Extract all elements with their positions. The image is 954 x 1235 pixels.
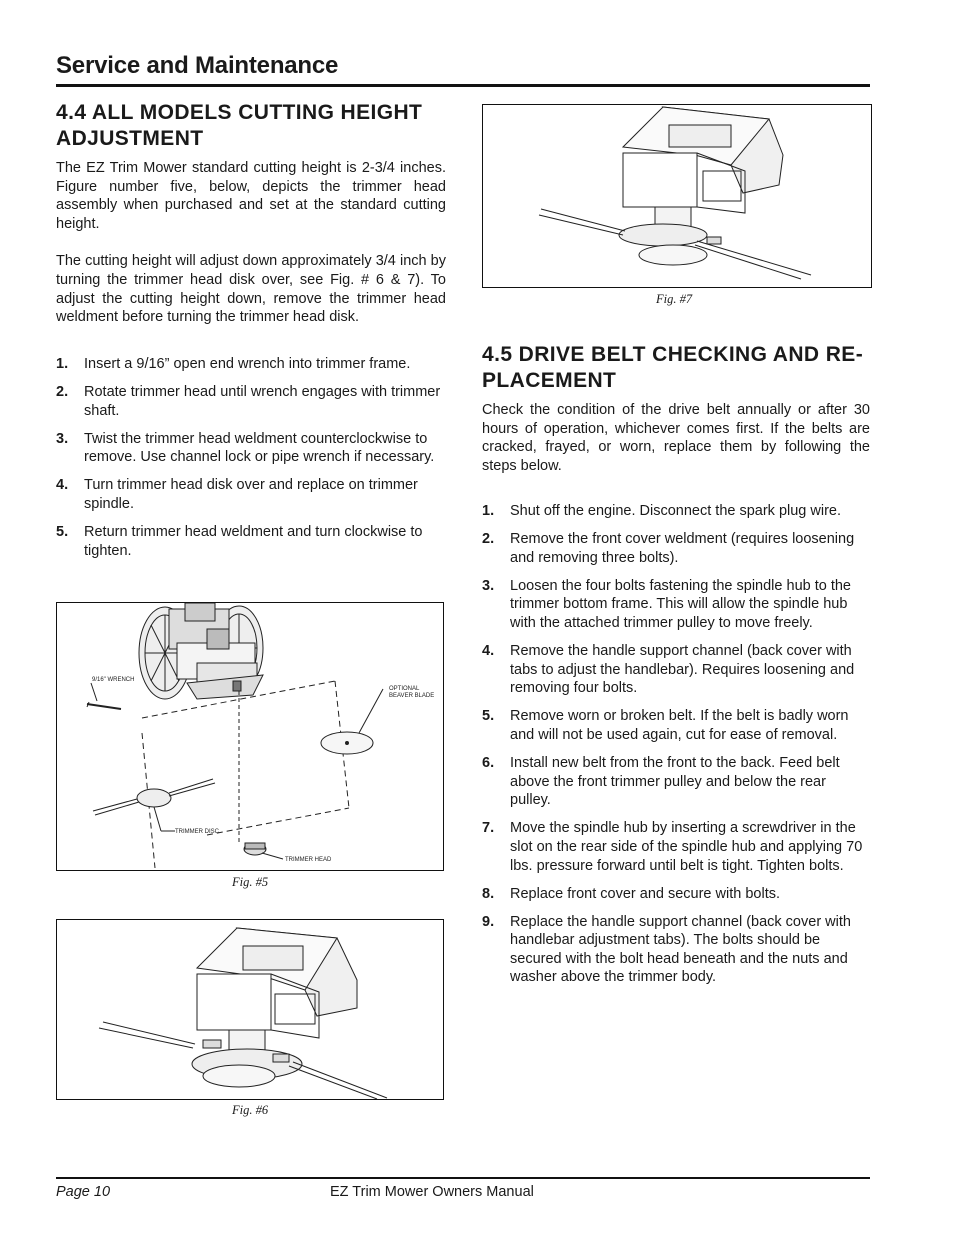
- manual-title: EZ Trim Mower Owners Manual: [330, 1184, 534, 1200]
- section-4-4-para1: The EZ Trim Mower standard cutting height is 2-3/4 inches. Figure number five, below, depicts the trimmer head assembly when purchased and set at the standard cutting height.: [56, 160, 446, 232]
- list-item: [56, 383, 444, 420]
- section-4-4-para2: The cutting height will adjust down approximately 3/4 inch by turning the trimmer head disk over, see Fig. # 6 & 7). To adjust the cutting height down, remove the trimmer head weldment before turning the trimmer head disk.: [56, 253, 446, 326]
- figure-7-drawing: [483, 105, 871, 287]
- step-text: Replace front cover and secure with bolts.: [510, 885, 780, 902]
- footer-rule: [56, 1177, 870, 1179]
- step-text: Loosen the four bolts fastening the spindle hub to the trimmer bottom frame. This will allow the spindle hub with the attached trimmer pulley to move freely.: [510, 577, 851, 631]
- list-item: [482, 913, 870, 987]
- label-blade-line1: OPTIONAL: [389, 686, 420, 692]
- section-4-4-heading: [56, 100, 446, 152]
- list-item: [482, 577, 870, 633]
- step-number: 7.: [482, 820, 495, 837]
- step-number: 2.: [56, 384, 69, 401]
- figure-5: [56, 602, 444, 871]
- section-4-5-heading-line2: PLACEMENT: [482, 369, 617, 392]
- list-item: [482, 819, 870, 875]
- header-rule: [56, 84, 870, 87]
- section-4-4-steps: [56, 355, 444, 570]
- list-item: [482, 885, 870, 904]
- step-text: Return trimmer head weldment and turn clockwise to tighten.: [84, 524, 423, 559]
- section-4-4-heading-line2: ADJUSTMENT: [56, 127, 204, 150]
- step-text: Insert a 9/16” open end wrench into trimmer frame.: [84, 356, 411, 372]
- page-number: Page 10: [56, 1184, 111, 1200]
- label-blade-line2: BEAVER BLADE: [389, 693, 435, 699]
- step-text: Install new belt from the front to the back. Feed belt above the front trimmer pulley and below the rear pulley.: [510, 755, 840, 809]
- step-number: 2.: [482, 531, 495, 548]
- figure-5-drawing: [57, 603, 443, 870]
- step-text: Twist the trimmer head weldment counterclockwise to remove. Use channel lock or pipe wrench if necessary.: [84, 430, 435, 466]
- list-item: [482, 502, 870, 521]
- section-4-4-heading-line1: 4.4 ALL MODELS CUTTING HEIGHT: [56, 101, 423, 124]
- step-text: Move the spindle hub by inserting a screwdriver in the slot on the rear side of the spindle hub and applying 70 lbs. pressure forward until belt is tight. Tighten bolts.: [510, 820, 863, 874]
- step-text: Replace the handle support channel (back cover with handlebar adjustment tabs). The bolts should be secured with the bolt head beneath and the nuts and washer above the trimmer body.: [510, 913, 851, 986]
- label-trimmer-disc: TRIMMER DISC: [175, 829, 219, 835]
- label-wrench: 9/16" WRENCH: [92, 677, 135, 683]
- step-text: Remove the handle support channel (back cover with tabs to adjust the handlebar). Requires loosening and removing four bolts.: [510, 643, 855, 697]
- step-number: 9.: [482, 913, 495, 930]
- section-4-5-para1: Check the condition of the drive belt annually or after 30 hours of operation, whichever comes first. If the belts are cracked, frayed, or worn, replace them by following the steps below.: [482, 402, 870, 474]
- list-item: [56, 476, 444, 513]
- section-4-5: [482, 342, 870, 475]
- list-item: [56, 355, 444, 374]
- step-number: 3.: [482, 577, 495, 594]
- label-trimmer-head: TRIMMER HEAD: [285, 857, 332, 863]
- section-4-4: [56, 100, 446, 327]
- step-number: 5.: [482, 708, 495, 725]
- figure-6: [56, 919, 444, 1100]
- section-4-5-heading-line1: 4.5 DRIVE BELT CHECKING AND RE-: [482, 343, 864, 366]
- step-number: 8.: [482, 885, 495, 902]
- figure-7-caption: Fig. #7: [656, 292, 693, 306]
- list-item: [482, 530, 870, 567]
- list-item: [482, 754, 870, 810]
- step-text: Rotate trimmer head until wrench engages with trimmer shaft.: [84, 384, 441, 419]
- step-text: Turn trimmer head disk over and replace on trimmer spindle.: [84, 477, 418, 513]
- section-4-5-heading: [482, 342, 870, 394]
- list-item: [482, 707, 870, 744]
- step-text: Remove the front cover weldment (requires loosening and removing three bolts).: [510, 531, 855, 566]
- step-number: 3.: [56, 430, 69, 447]
- step-text: Remove worn or broken belt. If the belt is badly worn and will not be used again, cut for ease of removal.: [510, 708, 849, 743]
- step-text: Shut off the engine. Disconnect the spark plug wire.: [510, 503, 842, 519]
- figure-6-caption: Fig. #6: [232, 1103, 269, 1117]
- section-4-5-steps: [482, 502, 870, 997]
- step-number: 5.: [56, 524, 69, 541]
- list-item: [56, 523, 444, 560]
- step-number: 4.: [56, 477, 69, 494]
- step-number: 1.: [56, 356, 69, 372]
- list-item: [56, 430, 444, 467]
- step-number: 1.: [482, 503, 495, 519]
- figure-7: [482, 104, 872, 288]
- figure-5-caption: Fig. #5: [232, 875, 269, 889]
- figure-6-drawing: [57, 920, 443, 1099]
- list-item: [482, 642, 870, 698]
- step-number: 4.: [482, 643, 495, 660]
- step-number: 6.: [482, 755, 495, 772]
- page-title: Service and Maintenance: [56, 52, 339, 79]
